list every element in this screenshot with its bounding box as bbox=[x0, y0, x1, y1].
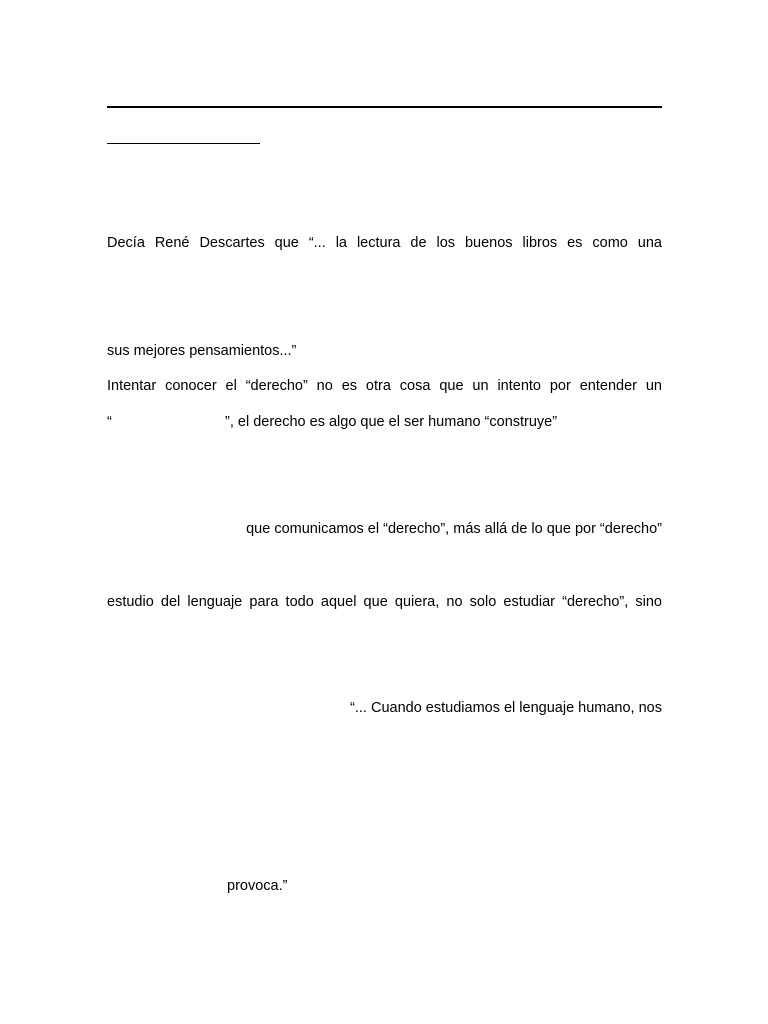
text-line-4b: ”, el derecho es algo que el ser humano “construye” bbox=[225, 414, 558, 430]
text-line-3: Intentar conocer el “derecho” no es otra cosa que un intento por entender un bbox=[107, 378, 662, 394]
top-rule-short bbox=[107, 143, 260, 144]
text-line-2: sus mejores pensamientos...” bbox=[107, 343, 297, 359]
text-line-7: “... Cuando estudiamos el lenguaje humano, nos bbox=[350, 700, 662, 716]
text-line-4a: “ bbox=[107, 414, 112, 430]
text-line-5: que comunicamos el “derecho”, más allá de lo que por “derecho” bbox=[246, 521, 662, 537]
text-line-8: provoca.” bbox=[227, 878, 288, 894]
text-line-1: Decía René Descartes que “... la lectura de los buenos libros es como una bbox=[107, 235, 662, 251]
top-rule-long bbox=[107, 106, 662, 108]
text-line-6: estudio del lenguaje para todo aquel que quiera, no solo estudiar “derecho”, sino bbox=[107, 594, 662, 610]
